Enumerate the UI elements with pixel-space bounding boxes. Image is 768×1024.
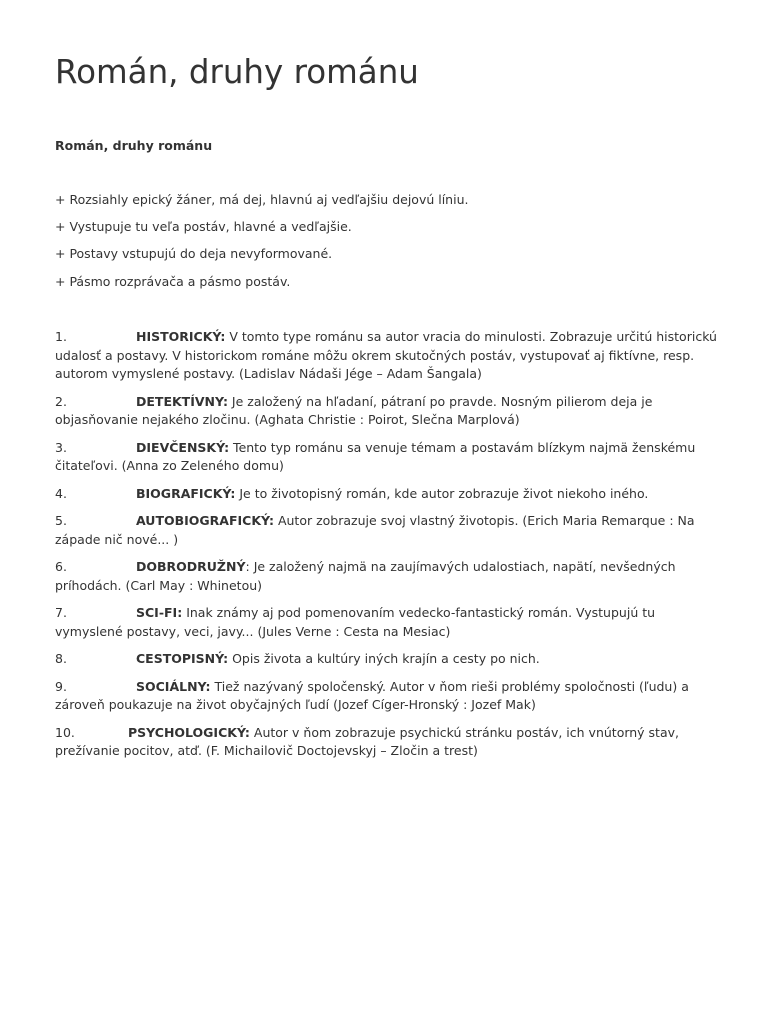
type-description: Tiež nazývaný spoločenský. Autor v ňom rieši problémy spoločnosti (ľudu) a zároveň poukazuje na život obyčajných ľudí (Jozef Cíger-Hronský : Jozef Mak) xyxy=(55,678,689,712)
novel-types-list xyxy=(55,328,723,770)
characteristic-item: + Pásmo rozprávača a pásmo postáv. xyxy=(55,273,291,289)
item-number: 8. xyxy=(55,651,67,666)
type-keyword: DETEKTÍVNY: xyxy=(136,393,228,409)
novel-type-item xyxy=(55,678,723,715)
type-keyword: SOCIÁLNY: xyxy=(136,678,211,694)
novel-type-item xyxy=(55,512,723,549)
type-keyword: DOBRODRUŽNÝ xyxy=(136,559,246,574)
item-number: 5. xyxy=(55,513,67,528)
characteristics-list xyxy=(55,191,468,300)
page-title: Román, druhy románu xyxy=(55,53,419,91)
section-subtitle: Román, druhy románu xyxy=(55,138,213,153)
item-number: 7. xyxy=(55,605,67,620)
novel-type-item xyxy=(55,604,723,641)
novel-type-item xyxy=(55,558,723,595)
item-number: 1. xyxy=(55,329,67,344)
type-keyword: DIEVČENSKÝ: xyxy=(136,439,230,455)
novel-type-item xyxy=(55,393,723,430)
type-description: V tomto type románu sa autor vracia do minulosti. Zobrazuje určitú historickú udalosť a postavy. V historickom románe môžu okrem skutočných postáv, vystupovať aj fiktívne, resp. autorom vymyslené postavy. (Ladislav Nádaši Jége – Adam Šangala) xyxy=(55,329,717,381)
type-description: Autor zobrazuje svoj vlastný životopis. (Erich Maria Remarque : Na západe nič nové... ) xyxy=(55,513,695,547)
item-number: 10. xyxy=(55,724,75,740)
type-description: Tento typ románu sa venuje témam a postavám blízkym najmä ženskému čitateľovi. (Anna zo Zeleného domu) xyxy=(55,439,696,473)
novel-type-item xyxy=(55,439,723,476)
item-number: 9. xyxy=(55,678,67,694)
characteristic-item: + Vystupuje tu veľa postáv, hlavné a vedľajšie. xyxy=(55,219,352,235)
characteristic-item: + Postavy vstupujú do deja nevyformované. xyxy=(55,246,333,262)
type-keyword: CESTOPISNÝ: xyxy=(136,651,229,666)
type-description: Opis života a kultúry iných krajín a cesty po nich. xyxy=(228,651,540,666)
type-keyword: BIOGRAFICKÝ: xyxy=(136,485,236,501)
type-description: Je založený na hľadaní, pátraní po pravde. Nosným pilierom deja je objasňovanie nejakého zločinu. (Aghata Christie : Poirot, Slečna Marplová) xyxy=(55,393,653,427)
novel-type-item xyxy=(55,328,723,384)
type-description: Autor v ňom zobrazuje psychickú stránku postáv, ich vnútorný stav, prežívanie pocitov, atď. (F. Michailovič Doctojevskyj – Zločin a trest) xyxy=(55,724,679,758)
novel-type-item xyxy=(55,724,723,761)
type-description: Je to životopisný román, kde autor zobrazuje život niekoho iného. xyxy=(235,485,649,501)
type-keyword: HISTORICKÝ: xyxy=(136,329,226,344)
item-number: 2. xyxy=(55,393,67,409)
type-keyword: AUTOBIOGRAFICKÝ: xyxy=(136,513,274,528)
type-description: Inak známy aj pod pomenovaním vedecko-fantastický román. Vystupujú tu vymyslené postavy, veci, javy... (Jules Verne : Cesta na Mesiac) xyxy=(55,605,656,639)
item-number: 6. xyxy=(55,559,67,574)
characteristic-item: + Rozsiahly epický žáner, má dej, hlavnú aj vedľajšiu dejovú líniu. xyxy=(55,192,469,207)
item-number: 3. xyxy=(55,439,67,455)
novel-type-item xyxy=(55,485,723,504)
type-keyword: PSYCHOLOGICKÝ: xyxy=(128,724,250,740)
item-number: 4. xyxy=(55,485,67,501)
type-keyword: SCI-FI: xyxy=(136,605,183,620)
novel-type-item xyxy=(55,650,723,669)
type-description: : Je založený najmä na zaujímavých udalostiach, napätí, nevšedných príhodách. (Carl May : Whinetou) xyxy=(55,559,676,593)
